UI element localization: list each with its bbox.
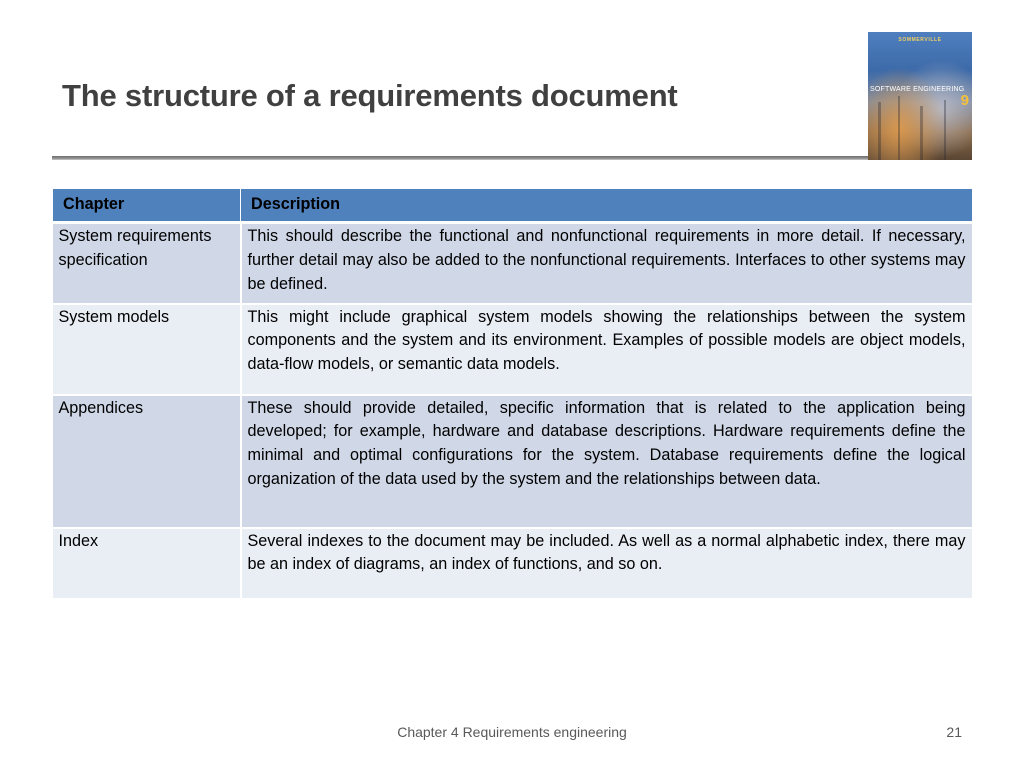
- column-header-chapter: Chapter: [53, 189, 241, 223]
- book-cover-image: [868, 32, 972, 160]
- description-cell: This might include graphical system models showing the relationships between the system components and the system and its environment. Examples of possible models are object models, data-flow models, or semantic data models.: [241, 304, 973, 395]
- book-edition: 9: [960, 92, 969, 109]
- table-row: [53, 223, 973, 304]
- chapter-cell: System models: [53, 304, 241, 395]
- table-header-row: [53, 189, 973, 223]
- table-row: [53, 395, 973, 528]
- chapter-cell: System requirements specification: [53, 223, 241, 304]
- table-row: [53, 528, 973, 599]
- description-cell: These should provide detailed, specific information that is related to the application being developed; for example, hardware and database descriptions. Hardware requirements define the minimal and optimal configurations for the system. Database requirements define the logical organization of the data used by the system and the relationships between data.: [241, 395, 973, 528]
- table-row: [53, 304, 973, 395]
- title-divider: [52, 156, 870, 160]
- column-header-description: Description: [241, 189, 973, 223]
- requirements-document-table: [52, 188, 974, 600]
- book-author: SOMMERVILLE: [898, 37, 942, 43]
- book-title: SOFTWARE ENGINEERING: [870, 86, 965, 93]
- footer-chapter-title: Chapter 4 Requirements engineering: [397, 724, 627, 740]
- description-cell: Several indexes to the document may be included. As well as a normal alphabetic index, there may be an index of diagrams, an index of functions, and so on.: [241, 528, 973, 599]
- chapter-cell: Appendices: [53, 395, 241, 528]
- slide-title: The structure of a requirements document: [62, 78, 678, 113]
- chapter-cell: Index: [53, 528, 241, 599]
- description-cell: This should describe the functional and nonfunctional requirements in more detail. If necessary, further detail may also be added to the nonfunctional requirements. Interfaces to other systems may be defined.: [241, 223, 973, 304]
- page-number: 21: [946, 724, 962, 740]
